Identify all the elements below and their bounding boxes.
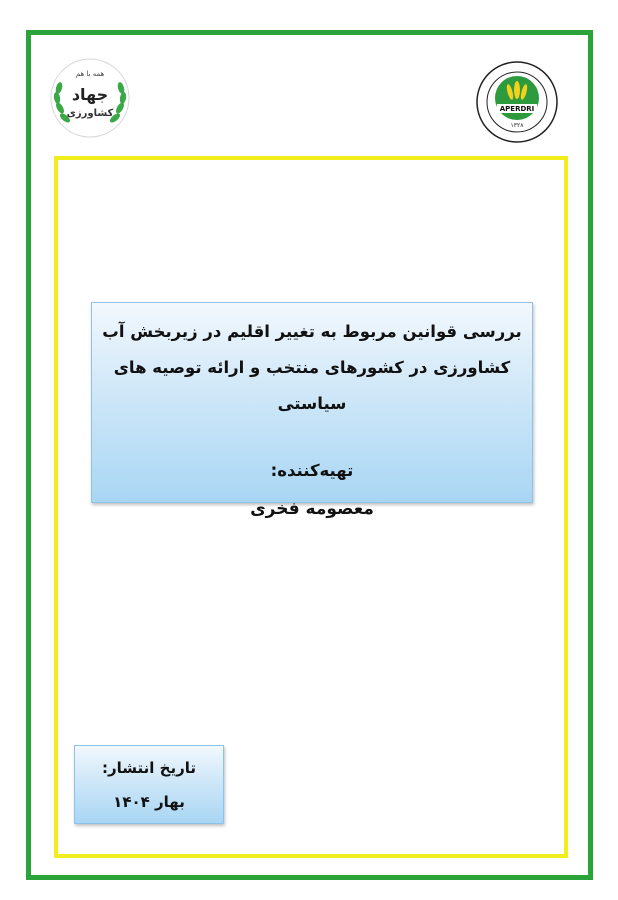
author-name: معصومه فخری (250, 499, 374, 519)
jahad-keshavarzi-logo-icon (48, 56, 132, 140)
publication-date-value: بهار ۱۴۰۴ (113, 793, 185, 811)
logo-center-text: APERDRI (499, 105, 535, 113)
title-box (91, 302, 533, 519)
author-label: تهیه‌کننده: (270, 461, 354, 480)
publication-date-box (74, 745, 224, 824)
title-line-1: بررسی قوانین مربوط به تغییر اقلیم در زیربخش آب (102, 322, 522, 341)
publication-date-label: تاریخ انتشار: (102, 759, 196, 777)
logo-main-text: جهاد (71, 85, 109, 104)
title-line-2: کشاورزی در کشورهای منتخب و ارائه توصیه های سیاستی (113, 358, 511, 413)
logo-top-text: همه با هم (75, 70, 105, 78)
logo-sub-text: کشاورزی (66, 108, 114, 119)
aperdri-logo-icon (475, 60, 559, 144)
logo-year-text: ۱۳۲۸ (510, 122, 524, 129)
